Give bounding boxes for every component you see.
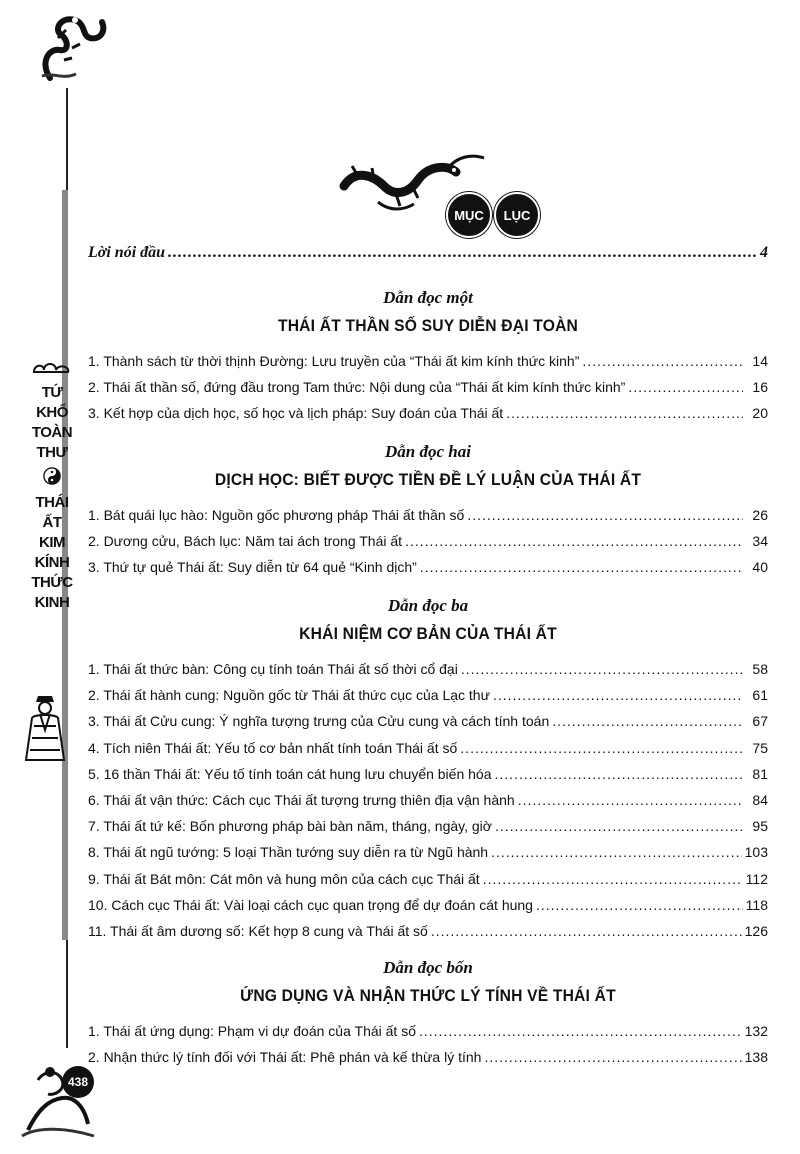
side-subtitle-word: ẤT <box>42 514 62 531</box>
dot-leader <box>460 735 743 761</box>
yin-yang-icon <box>43 467 61 485</box>
toc-entry-page: 118 <box>745 896 768 913</box>
dot-leader <box>506 400 743 426</box>
toc-entry[interactable] <box>88 528 768 554</box>
toc-entry-page: 75 <box>752 739 768 756</box>
side-subtitle-word: THỨC <box>31 574 73 591</box>
toc-entry-text: 3. Thứ tự quẻ Thái ất: Suy diễn từ 64 quẻ “Kinh dịch” <box>88 559 417 576</box>
part-title: ỨNG DỤNG VÀ NHẬN THỨC LÝ TÍNH VỀ THÁI ẤT <box>240 986 616 1005</box>
dot-leader <box>420 554 743 580</box>
toc-intro-label: Lời nói đầu <box>88 244 166 261</box>
toc-entry-page: 132 <box>744 1023 768 1039</box>
toc-entry-text: 2. Thái ất thần số, đứng đầu trong Tam thức: Nội dung của “Thái ất kim kính thức kinh” <box>88 379 626 396</box>
toc-entry[interactable] <box>88 554 768 580</box>
dot-leader <box>484 1044 741 1070</box>
toc-entry[interactable] <box>88 735 768 761</box>
toc-entry-page: 34 <box>752 533 768 550</box>
part-label: Dẫn đọc hai <box>385 442 471 461</box>
part-title: KHÁI NIỆM CƠ BẢN CỦA THÁI ẤT <box>299 624 557 643</box>
toc-entry-page: 61 <box>752 687 768 704</box>
toc-entry-page: 81 <box>752 765 768 782</box>
scholar-figure-icon <box>20 690 70 770</box>
toc-entry-page: 58 <box>752 661 768 677</box>
toc-entry[interactable] <box>88 682 768 708</box>
toc-entry-page: 126 <box>744 922 768 939</box>
toc-entry-text: 1. Thái ất thức bàn: Công cụ tính toán Thái ất số thời cổ đại <box>88 661 458 677</box>
toc-entry-page: 26 <box>752 507 768 523</box>
dot-leader <box>431 918 742 944</box>
toc-intro <box>88 244 768 262</box>
toc-entry-text: 2. Thái ất hành cung: Nguồn gốc từ Thái ất thức cục của Lạc thư <box>88 687 490 704</box>
toc-part-2 <box>88 442 768 581</box>
side-book-title <box>22 360 82 615</box>
toc-entry-text: 1. Thành sách từ thời thịnh Đường: Lưu truyền của “Thái ất kim kính thức kinh” <box>88 353 580 369</box>
toc-entry[interactable] <box>88 787 768 813</box>
cloud-ornament-icon <box>30 360 74 378</box>
dot-leader <box>483 866 743 892</box>
toc-entry[interactable] <box>88 892 768 918</box>
side-title-word: KHỐ <box>36 404 68 421</box>
toc-entry-text: 4. Tích niên Thái ất: Yếu tố cơ bản nhất tính toán Thái ất số <box>88 739 458 756</box>
dot-leader <box>168 244 757 262</box>
toc-entry-text: 10. Cách cục Thái ất: Vài loại cách cục quan trọng để dự đoán cát hung <box>88 896 533 913</box>
toc-part-1 <box>88 288 768 427</box>
toc-entry-text: 7. Thái ất tứ kế: Bốn phương pháp bài bàn năm, tháng, ngày, giờ <box>88 818 492 835</box>
dragon-ornament-icon <box>20 8 120 88</box>
side-subtitle-word: KÍNH <box>34 554 70 571</box>
toc-entry-page: 40 <box>752 559 768 576</box>
toc-entry[interactable] <box>88 866 768 892</box>
side-subtitle-word: KIM <box>39 534 65 551</box>
toc-entry[interactable] <box>88 400 768 426</box>
dot-leader <box>552 708 743 734</box>
dot-leader <box>493 682 743 708</box>
toc-entry-text: 11. Thái ất âm dương số: Kết hợp 8 cung và Thái ất số <box>88 922 428 939</box>
toc-entry-text: 1. Bát quái lục hào: Nguồn gốc phương pháp Thái ất thần số <box>88 507 465 523</box>
side-title-word: THƯ <box>36 444 68 461</box>
part-label: Dẫn đọc bốn <box>383 958 473 977</box>
dot-leader <box>495 761 744 787</box>
toc-entry-page: 14 <box>752 353 768 369</box>
dot-leader <box>628 374 743 400</box>
toc-entry-text: 6. Thái ất vận thức: Cách cục Thái ất tượng trưng thiên địa vận hành <box>88 791 515 808</box>
toc-entry-page: 67 <box>752 713 768 730</box>
toc-entry-text: 8. Thái ất ngũ tướng: 5 loại Thần tướng suy diễn ra từ Ngũ hành <box>88 844 489 861</box>
toc-entry[interactable] <box>88 348 768 374</box>
toc-entry-text: 1. Thái ất ứng dụng: Phạm vi dự đoán của Thái ất số <box>88 1023 416 1039</box>
toc-entry[interactable] <box>88 502 768 528</box>
toc-entry-page: 95 <box>752 818 768 835</box>
toc-entry-text: 3. Thái ất Cửu cung: Ý nghĩa tượng trưng của Cửu cung và cách tính toán <box>88 713 550 730</box>
toc-entry-text: 2. Dương cửu, Bách lục: Năm tai ách trong Thái ất <box>88 533 403 550</box>
side-title-word: TỨ <box>41 384 63 401</box>
toc-entry-text: 3. Kết hợp của dịch học, số học và lịch pháp: Suy đoán của Thái ất <box>88 405 504 422</box>
contents-heading-word: MỤC <box>446 192 492 238</box>
toc-intro-page: 4 <box>760 244 768 261</box>
dot-leader <box>467 502 743 528</box>
toc-entry[interactable] <box>88 656 768 682</box>
side-subtitle-word: KINH <box>34 594 70 611</box>
toc-entry-page: 84 <box>752 791 768 808</box>
toc-entry-page: 20 <box>752 405 768 422</box>
contents-heading <box>446 192 540 238</box>
toc-entry[interactable] <box>88 918 768 944</box>
side-title-word: TOÀN <box>31 424 73 441</box>
toc-part-4 <box>88 958 768 1070</box>
dot-leader <box>536 892 743 918</box>
dot-leader <box>419 1018 742 1044</box>
toc-entry[interactable] <box>88 839 768 865</box>
toc-entry-page: 103 <box>744 844 768 861</box>
dot-leader <box>461 656 743 682</box>
dot-leader <box>518 787 743 813</box>
toc-entry[interactable] <box>88 374 768 400</box>
contents-heading-word: LỤC <box>494 192 540 238</box>
dot-leader <box>582 348 743 374</box>
page-number-badge: 438 <box>62 1066 94 1098</box>
toc-entry[interactable] <box>88 1018 768 1044</box>
toc-entry-text: 2. Nhận thức lý tính đối với Thái ất: Phê phán và kế thừa lý tính <box>88 1049 482 1066</box>
toc-entry[interactable] <box>88 761 768 787</box>
dot-leader <box>405 528 743 554</box>
part-label: Dẫn đọc ba <box>387 596 469 615</box>
toc-entry[interactable] <box>88 813 768 839</box>
part-title: THÁI ẤT THẦN SỐ SUY DIỄN ĐẠI TOÀN <box>277 316 579 335</box>
part-label: Dẫn đọc một <box>383 288 473 307</box>
dot-leader <box>491 839 742 865</box>
dot-leader <box>495 813 743 839</box>
part-title: DỊCH HỌC: BIẾT ĐƯỢC TIỀN ĐỀ LÝ LUẬN CỦA THÁI ẤT <box>214 470 642 489</box>
side-subtitle-word: THÁI <box>35 494 69 511</box>
toc-part-3 <box>88 596 768 944</box>
toc-entry-text: 9. Thái ất Bát môn: Cát môn và hung môn của cách cục Thái ất <box>88 870 480 887</box>
toc-entry-page: 138 <box>744 1049 768 1066</box>
toc-entry[interactable] <box>88 708 768 734</box>
toc-entry[interactable] <box>88 1044 768 1070</box>
toc-entry-page: 112 <box>745 870 768 887</box>
toc-entry-text: 5. 16 thần Thái ất: Yếu tố tính toán cát hung lưu chuyển biến hóa <box>88 765 492 782</box>
toc-entry-page: 16 <box>752 379 768 396</box>
toc-intro-row[interactable] <box>88 244 768 262</box>
